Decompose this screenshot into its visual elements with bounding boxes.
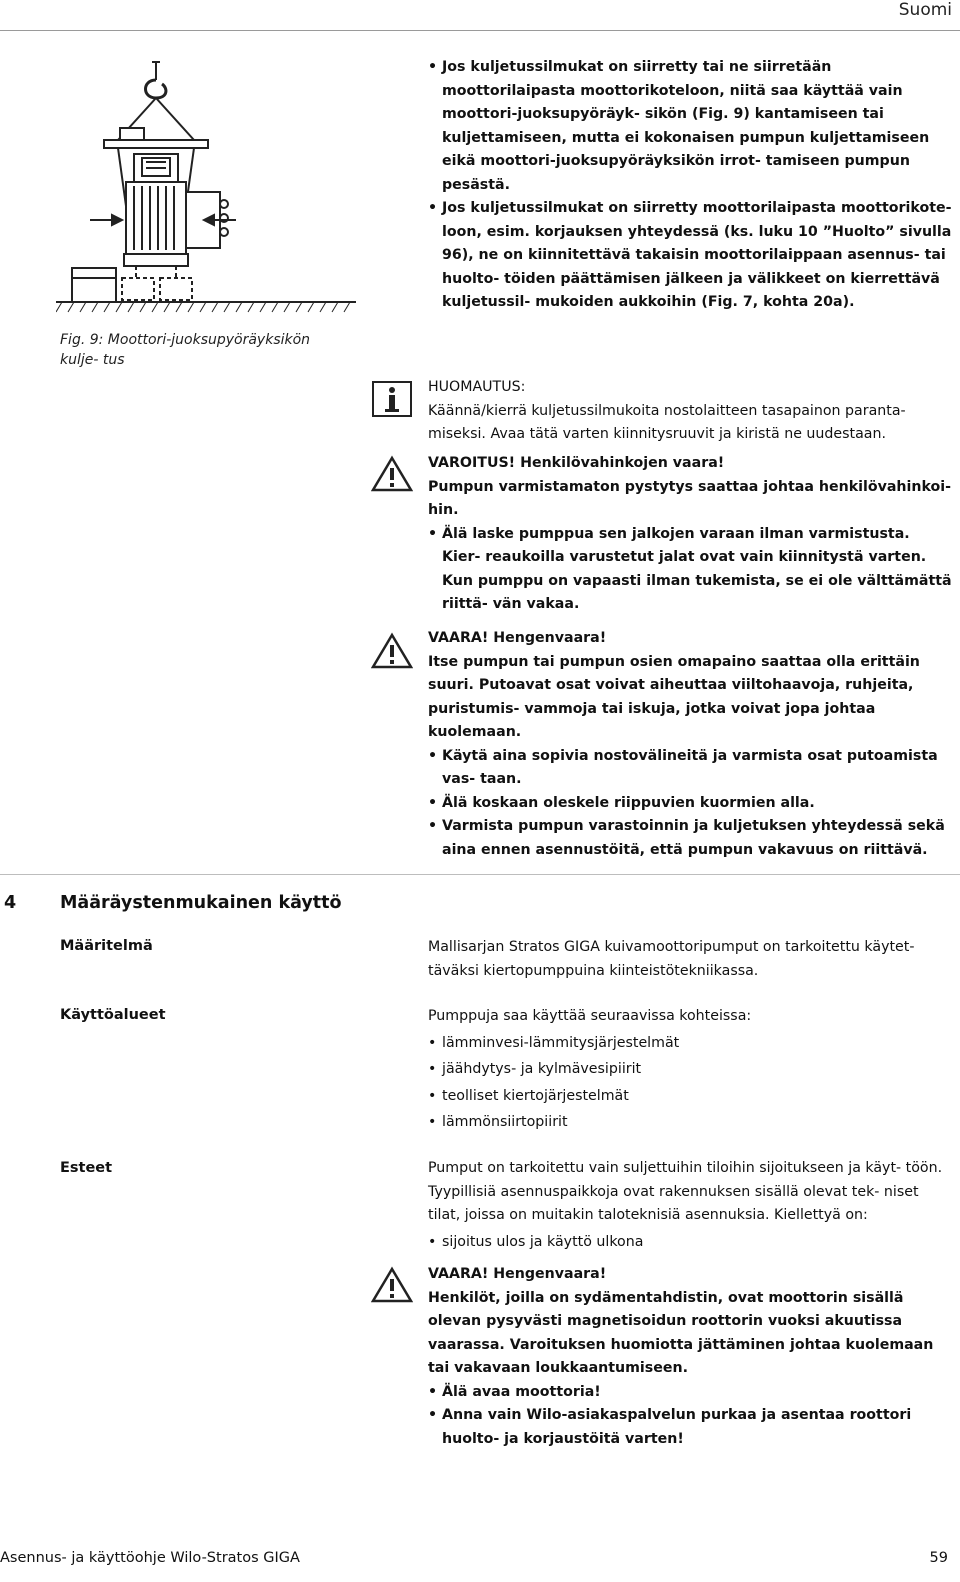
list-item: • lämminvesi-lämmitysjärjestelmät xyxy=(428,1032,952,1056)
list-item: • Käytä aina sopivia nostovälineitä ja varmista osat putoamista vas- taan. xyxy=(428,745,952,792)
usage-block xyxy=(428,1005,952,1135)
list-item: • Jos kuljetussilmukat on siirretty tai ne siirretään moottorilaipasta moottorikoteloon, niitä saa käyttää vain moottori-juoksupyöräyk- sikön (Fig. 9) kantamiseen tai kuljettamiseen, mutta ei kokonaisen pumpun kuljettamiseen eikä moottori-juoksupyöräyksikön irrot- tamiseen pumpun pesästä. xyxy=(428,56,952,197)
restrictions-text: Pumput on tarkoitettu vain suljettuihin tiloihin sijoitukseen ja käyt- töön. Tyypillisiä asennuspaikkoja ovat rakennuksen sisällä olevat tek- niset tilat, joissa on muitakin taloteknisiä asennuksia. Kiellettyä on: xyxy=(428,1160,943,1223)
list-item: • jäähdytys- ja kylmävesipiirit xyxy=(428,1058,952,1082)
restrictions-block xyxy=(428,1157,952,1254)
warning-block-danger xyxy=(428,627,952,862)
list-item: • Varmista pumpun varastoinnin ja kuljetuksen yhteydessä sekä aina ennen asennustöitä, että pumpun vakavuus on riittävä. xyxy=(428,815,952,862)
footer-title: Asennus- ja käyttöohje Wilo-Stratos GIGA xyxy=(0,1550,300,1566)
warning-heading: VAARA! Hengenvaara! xyxy=(428,630,607,646)
section-rule xyxy=(0,874,960,875)
danger-heading: VAARA! Hengenvaara! xyxy=(428,1266,607,1282)
note-text: Käännä/kierrä kuljetussilmukoita nostolaitteen tasapainon paranta- miseksi. Avaa tätä varten kiinnitysruuvit ja kiristä ne uudestaan. xyxy=(428,402,906,442)
danger-lead: Henkilöt, joilla on sydämentahdistin, ovat moottorin sisällä olevan pysyvästi magnetisoidun roottorin vuoksi akuutissa vaarassa. Varoituksen huomiotta jättäminen johtaa kuolemaan tai vakavaan loukkaantumiseen. xyxy=(428,1289,934,1376)
language-label: Suomi xyxy=(898,0,952,20)
list-item: • lämmönsiirtopiirit xyxy=(428,1111,952,1135)
warning-triangle-icon xyxy=(371,455,413,493)
definition-label: Määritelmä xyxy=(60,938,153,954)
warning-lead: Itse pumpun tai pumpun osien omapaino saattaa olla erittäin suuri. Putoavat osat voivat aiheuttaa viiltohaavoja, ruhjeita, puristumis- vammoja tai iskuja, jotka voivat jopa johtaa kuolemaan. xyxy=(428,653,920,740)
header-rule xyxy=(0,30,960,31)
warning-block-injury xyxy=(428,452,952,617)
list-item: • teolliset kiertojärjestelmät xyxy=(428,1085,952,1109)
list-item: • Älä koskaan oleskele riippuvien kuormien alla. xyxy=(428,792,952,816)
usage-label: Käyttöalueet xyxy=(60,1007,166,1023)
warning-lead: Pumpun varmistamaton pystytys saattaa johtaa henkilövahinkoi- hin. xyxy=(428,478,952,518)
note-heading: HUOMAUTUS: xyxy=(428,379,526,395)
list-item: • Anna vain Wilo-asiakaspalvelun purkaa ja asentaa roottori huolto- ja korjaustöitä varten! xyxy=(428,1404,952,1451)
warning-heading: VAROITUS! Henkilövahinkojen vaara! xyxy=(428,455,725,471)
page-number: 59 xyxy=(929,1550,948,1566)
warning-triangle-icon xyxy=(371,1266,413,1304)
note-block xyxy=(428,376,952,447)
list-item: • Älä laske pumppua sen jalkojen varaan ilman varmistusta. Kier- reaukoilla varustetut jalat ovat vain kiinnitystä varten. Kun pumppu on vapaasti ilman tukemista, se ei ole välttämättä riittä- vän vakaa. xyxy=(428,523,952,617)
section-title: Määräystenmukainen käyttö xyxy=(60,893,342,913)
info-icon xyxy=(371,380,413,418)
list-item: • sijoitus ulos ja käyttö ulkona xyxy=(428,1231,952,1255)
usage-intro: Pumppuja saa käyttää seuraavissa kohteissa: xyxy=(428,1008,752,1024)
figure-caption: Fig. 9: Moottori-juoksupyöräyksikön kulje- tus xyxy=(60,332,311,368)
motor-lifting-illustration xyxy=(56,58,356,318)
section-number: 4 xyxy=(4,893,17,913)
transport-notes xyxy=(428,56,952,315)
warning-triangle-icon xyxy=(371,632,413,670)
danger-block-pacemaker xyxy=(428,1263,952,1451)
list-item: • Jos kuljetussilmukat on siirretty moottorilaipasta moottorikote- loon, esim. korjauksen yhteydessä (ks. luku 10 ”Huolto” sivulla 96), ne on kiinnitettävä takaisin moottorilaippaan asennus- tai huolto- töiden päättämisen jälkeen ja välikkeet on kierrettävä kuljetussil- mukoiden aukkoihin (Fig. 7, kohta 20a). xyxy=(428,197,952,315)
restrictions-label: Esteet xyxy=(60,1160,113,1176)
list-item: • Älä avaa moottoria! xyxy=(428,1381,952,1405)
figure-motor-transport xyxy=(56,58,356,348)
definition-text: Mallisarjan Stratos GIGA kuivamoottoripumput on tarkoitettu käytet- täväksi kiertopumppuina kiinteistötekniikassa. xyxy=(428,939,915,979)
